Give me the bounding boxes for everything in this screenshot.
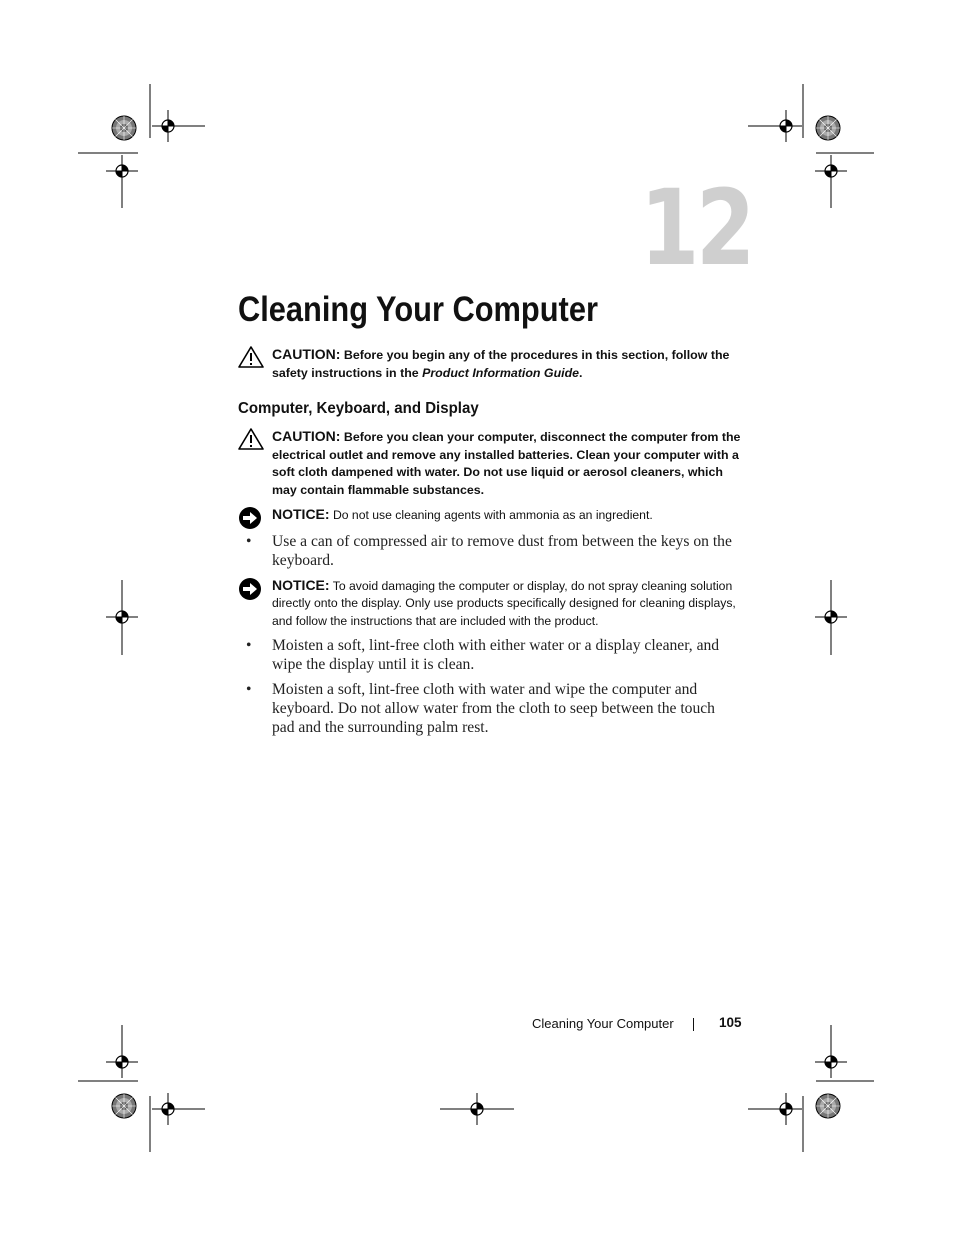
warning-triangle-icon — [238, 346, 264, 368]
notice-display-spray — [238, 577, 743, 630]
caution-text: Before you begin any of the procedures in this section, follow the safety instructions in the — [272, 348, 730, 380]
page-number: 105 — [719, 1015, 742, 1030]
registration-crosshair-icon — [815, 601, 847, 633]
footer-title: Cleaning Your Computer — [532, 1016, 674, 1031]
footer-separator — [693, 1018, 694, 1031]
notice-arrow-icon — [238, 577, 262, 601]
list-item-text: Moisten a soft, lint-free cloth with either water or a display cleaner, and wipe the display until it is clean. — [272, 637, 720, 673]
bullet-symbol: • — [246, 533, 252, 550]
caution-label: CAUTION: — [272, 428, 341, 444]
bullet-symbol: • — [246, 681, 252, 698]
starburst-target-icon — [112, 1094, 136, 1118]
notice-ammonia — [238, 506, 743, 535]
registration-crosshair-icon — [106, 1046, 138, 1078]
notice-arrow-icon — [238, 506, 262, 530]
registration-crosshair-icon — [106, 601, 138, 633]
starburst-target-icon — [816, 1094, 840, 1118]
notice-label: NOTICE: — [272, 577, 330, 593]
list-item-text: Moisten a soft, lint-free cloth with water and wipe the computer and keyboard. Do not allow water from the cloth to seep between the touch pad and the surrounding palm rest. — [272, 681, 715, 736]
notice-label: NOTICE: — [272, 506, 330, 522]
registration-crosshair-icon — [461, 1093, 493, 1125]
intro-caution — [238, 346, 743, 382]
caution-text: Before you clean your computer, disconnect the computer from the electrical outlet and remove any installed batteries. Clean your computer with a soft cloth dampened with water. Do not use liquid or aerosol cleaners, which may contain flammable substances. — [272, 430, 741, 497]
list-item — [246, 532, 736, 570]
starburst-target-icon — [112, 116, 136, 140]
caution-text-end: . — [579, 365, 583, 380]
section-caution — [238, 428, 743, 499]
list-item — [246, 636, 736, 674]
product-information-guide-ref: Product Information Guide — [422, 365, 580, 380]
list-item-text: Use a can of compressed air to remove dust from between the keys on the keyboard. — [272, 533, 732, 569]
list-item — [246, 680, 736, 737]
chapter-number: 12 — [640, 167, 753, 289]
caution-label: CAUTION: — [272, 346, 341, 362]
notice-text: Do not use cleaning agents with ammonia as an ingredient. — [329, 508, 653, 522]
notice-text: To avoid damaging the computer or display, do not spray cleaning solution directly onto the display. Only use products specifically designed for cleaning displays, and follow the instructions that are included with the product. — [272, 579, 736, 628]
chapter-title: Cleaning Your Computer — [238, 290, 598, 329]
bullet-symbol: • — [246, 637, 252, 654]
registration-crosshair-icon — [815, 1046, 847, 1078]
section-heading: Computer, Keyboard, and Display — [238, 400, 479, 417]
warning-triangle-icon — [238, 428, 264, 450]
starburst-target-icon — [816, 116, 840, 140]
